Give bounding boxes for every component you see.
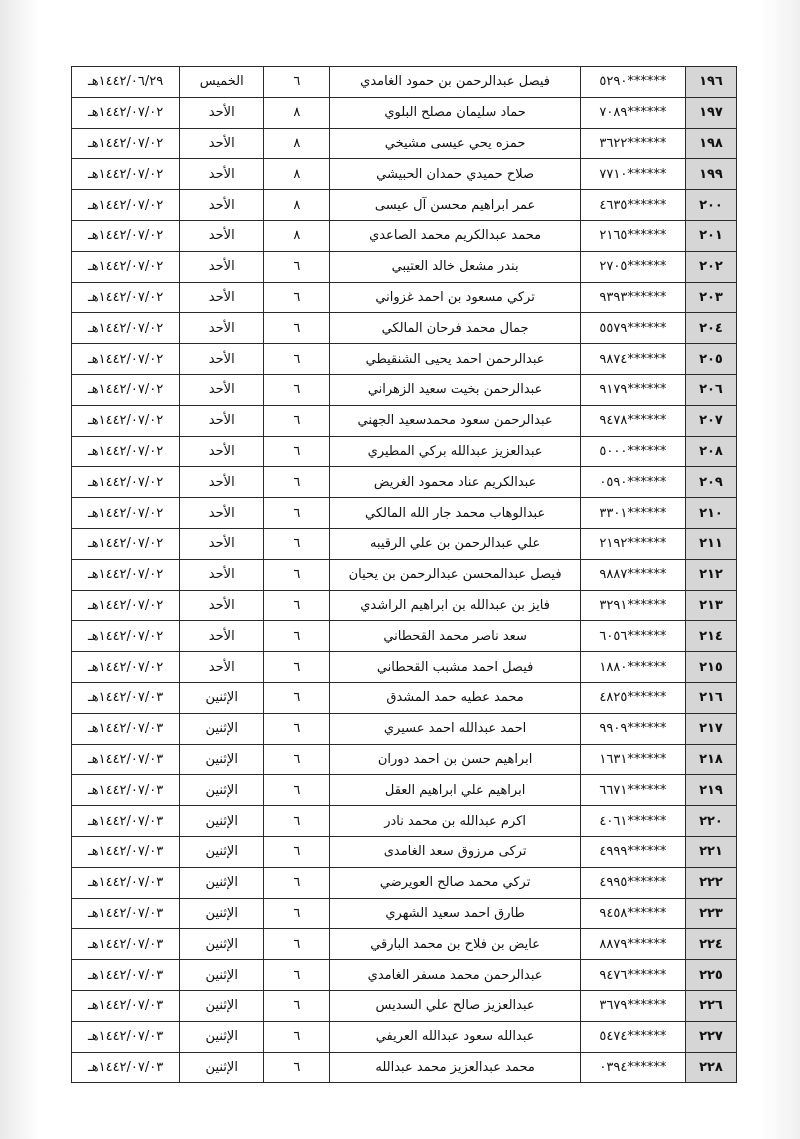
- masked-id-cell: ٥٤٧٤******: [580, 1021, 685, 1052]
- day-name-cell: الإثنين: [180, 960, 264, 991]
- level-cell: ٦: [264, 590, 330, 621]
- level-cell: ٦: [264, 436, 330, 467]
- full-name-cell: جمال محمد فرحان المالكي: [330, 313, 580, 344]
- full-name-cell: محمد عبدالعزيز محمد عبدالله: [330, 1052, 580, 1083]
- masked-id-cell: ٣٣٠١******: [580, 498, 685, 529]
- row-number-cell: ٢٢٧: [685, 1021, 736, 1052]
- day-name-cell: الأحد: [180, 344, 264, 375]
- full-name-cell: تركي مسعود بن احمد غزواني: [330, 282, 580, 313]
- full-name-cell: اكرم عبدالله بن محمد نادر: [330, 806, 580, 837]
- full-name-cell: صلاح حميدي حمدان الحبيشي: [330, 159, 580, 190]
- row-number-cell: ٢١١: [685, 528, 736, 559]
- table-row: [72, 682, 737, 713]
- full-name-cell: حماد سليمان مصلح البلوي: [330, 97, 580, 128]
- full-name-cell: بندر مشعل خالد العتيبي: [330, 251, 580, 282]
- masked-id-cell: ٦٦٧١******: [580, 775, 685, 806]
- day-name-cell: الإثنين: [180, 806, 264, 837]
- level-cell: ٦: [264, 867, 330, 898]
- level-cell: ٨: [264, 97, 330, 128]
- masked-id-cell: ٢١٩٢******: [580, 528, 685, 559]
- row-number-cell: ٢٠١: [685, 220, 736, 251]
- table-row: [72, 67, 737, 98]
- masked-id-cell: ٣٢٩١******: [580, 590, 685, 621]
- masked-id-cell: ٩١٧٩******: [580, 374, 685, 405]
- row-number-cell: ٢٠٨: [685, 436, 736, 467]
- full-name-cell: فيصل عبدالمحسن عبدالرحمن بن يحيان: [330, 559, 580, 590]
- hijri-date-cell: ١٤٤٢/٠٧/٠٣هـ: [72, 744, 180, 775]
- hijri-date-cell: ١٤٤٢/٠٧/٠٣هـ: [72, 682, 180, 713]
- hijri-date-cell: ١٤٤٢/٠٧/٠٢هـ: [72, 374, 180, 405]
- table-row: [72, 282, 737, 313]
- table-row: [72, 1052, 737, 1083]
- day-name-cell: الأحد: [180, 313, 264, 344]
- masked-id-cell: ٢٧٠٥******: [580, 251, 685, 282]
- masked-id-cell: ٣٦٧٩******: [580, 990, 685, 1021]
- hijri-date-cell: ١٤٤٢/٠٧/٠٢هـ: [72, 190, 180, 221]
- level-cell: ٦: [264, 559, 330, 590]
- hijri-date-cell: ١٤٤٢/٠٧/٠٢هـ: [72, 528, 180, 559]
- table-row: [72, 97, 737, 128]
- row-number-cell: ٢٢١: [685, 836, 736, 867]
- day-name-cell: الأحد: [180, 251, 264, 282]
- level-cell: ٦: [264, 990, 330, 1021]
- level-cell: ٦: [264, 1021, 330, 1052]
- level-cell: ٦: [264, 898, 330, 929]
- level-cell: ٦: [264, 405, 330, 436]
- table-row: [72, 528, 737, 559]
- full-name-cell: تركي محمد صالح العويرضي: [330, 867, 580, 898]
- row-number-cell: ٢٠٧: [685, 405, 736, 436]
- masked-id-cell: ٤٠٦١******: [580, 806, 685, 837]
- hijri-date-cell: ١٤٤٢/٠٧/٠٢هـ: [72, 220, 180, 251]
- day-name-cell: الخميس: [180, 67, 264, 98]
- masked-id-cell: ٠٣٩٤******: [580, 1052, 685, 1083]
- hijri-date-cell: ١٤٤٢/٠٧/٠٣هـ: [72, 806, 180, 837]
- level-cell: ٦: [264, 67, 330, 98]
- row-number-cell: ٢١٧: [685, 713, 736, 744]
- level-cell: ٦: [264, 374, 330, 405]
- masked-id-cell: ٢١٦٥******: [580, 220, 685, 251]
- full-name-cell: تركى مرزوق سعد الغامدى: [330, 836, 580, 867]
- row-number-cell: ٢٠٠: [685, 190, 736, 221]
- level-cell: ٦: [264, 775, 330, 806]
- table-row: [72, 713, 737, 744]
- masked-id-cell: ٤٨٢٥******: [580, 682, 685, 713]
- day-name-cell: الأحد: [180, 621, 264, 652]
- masked-id-cell: ٤٦٣٥******: [580, 190, 685, 221]
- full-name-cell: محمد عطيه حمد المشدق: [330, 682, 580, 713]
- level-cell: ٦: [264, 929, 330, 960]
- day-name-cell: الإثنين: [180, 990, 264, 1021]
- full-name-cell: عبدالرحمن احمد يحيى الشنقيطي: [330, 344, 580, 375]
- hijri-date-cell: ١٤٤٢/٠٧/٠٢هـ: [72, 251, 180, 282]
- row-number-cell: ٢٠٤: [685, 313, 736, 344]
- row-number-cell: ٢٢٦: [685, 990, 736, 1021]
- masked-id-cell: ٥٠٠٠******: [580, 436, 685, 467]
- hijri-date-cell: ١٤٤٢/٠٧/٠٣هـ: [72, 898, 180, 929]
- hijri-date-cell: ١٤٤٢/٠٧/٠٢هـ: [72, 621, 180, 652]
- row-number-cell: ١٩٧: [685, 97, 736, 128]
- level-cell: ٦: [264, 744, 330, 775]
- row-number-cell: ٢٠٩: [685, 467, 736, 498]
- table-row: [72, 590, 737, 621]
- level-cell: ٦: [264, 282, 330, 313]
- masked-id-cell: ٩٨٧٤******: [580, 344, 685, 375]
- masked-id-cell: ١٨٨٠******: [580, 652, 685, 683]
- row-number-cell: ٢١٣: [685, 590, 736, 621]
- level-cell: ٦: [264, 652, 330, 683]
- level-cell: ٦: [264, 344, 330, 375]
- day-name-cell: الأحد: [180, 97, 264, 128]
- level-cell: ٦: [264, 1052, 330, 1083]
- hijri-date-cell: ١٤٤٢/٠٧/٠٣هـ: [72, 929, 180, 960]
- full-name-cell: عبدالوهاب محمد جار الله المالكي: [330, 498, 580, 529]
- day-name-cell: الأحد: [180, 282, 264, 313]
- full-name-cell: عبدالرحمن محمد مسفر الغامدي: [330, 960, 580, 991]
- hijri-date-cell: ١٤٤٢/٠٧/٠٢هـ: [72, 467, 180, 498]
- hijri-date-cell: ١٤٤٢/٠٦/٢٩هـ: [72, 67, 180, 98]
- table-row: [72, 806, 737, 837]
- table-row: [72, 251, 737, 282]
- level-cell: ٦: [264, 960, 330, 991]
- masked-id-cell: ٦٠٥٦******: [580, 621, 685, 652]
- full-name-cell: محمد عبدالكريم محمد الصاعدي: [330, 220, 580, 251]
- hijri-date-cell: ١٤٤٢/٠٧/٠٣هـ: [72, 867, 180, 898]
- row-number-cell: ٢٠٢: [685, 251, 736, 282]
- row-number-cell: ٢٢٥: [685, 960, 736, 991]
- day-name-cell: الأحد: [180, 374, 264, 405]
- day-name-cell: الإثنين: [180, 1021, 264, 1052]
- hijri-date-cell: ١٤٤٢/٠٧/٠٣هـ: [72, 990, 180, 1021]
- day-name-cell: الأحد: [180, 159, 264, 190]
- row-number-cell: ١٩٨: [685, 128, 736, 159]
- level-cell: ٨: [264, 220, 330, 251]
- masked-id-cell: ٩٣٩٣******: [580, 282, 685, 313]
- table-row: [72, 898, 737, 929]
- table-row: [72, 559, 737, 590]
- row-number-cell: ٢١٢: [685, 559, 736, 590]
- row-number-cell: ٢١٩: [685, 775, 736, 806]
- day-name-cell: الأحد: [180, 220, 264, 251]
- hijri-date-cell: ١٤٤٢/٠٧/٠٣هـ: [72, 775, 180, 806]
- full-name-cell: ابراهيم علي ابراهيم العقل: [330, 775, 580, 806]
- full-name-cell: فايز بن عبدالله بن ابراهيم الراشدي: [330, 590, 580, 621]
- table-row: [72, 313, 737, 344]
- day-name-cell: الإثنين: [180, 898, 264, 929]
- day-name-cell: الإثنين: [180, 929, 264, 960]
- hijri-date-cell: ١٤٤٢/٠٧/٠٢هـ: [72, 590, 180, 621]
- full-name-cell: فيصل احمد مشبب القحطاني: [330, 652, 580, 683]
- level-cell: ٦: [264, 498, 330, 529]
- row-number-cell: ٢٠٥: [685, 344, 736, 375]
- full-name-cell: حمزه يحي عيسى مشيخي: [330, 128, 580, 159]
- table-row: [72, 1021, 737, 1052]
- day-name-cell: الأحد: [180, 559, 264, 590]
- hijri-date-cell: ١٤٤٢/٠٧/٠٢هـ: [72, 313, 180, 344]
- day-name-cell: الإثنين: [180, 836, 264, 867]
- masked-id-cell: ٠٥٩٠******: [580, 467, 685, 498]
- day-name-cell: الإثنين: [180, 775, 264, 806]
- row-number-cell: ٢٠٦: [685, 374, 736, 405]
- table-row: [72, 652, 737, 683]
- full-name-cell: عبدالعزيز صالح علي السديس: [330, 990, 580, 1021]
- table-row: [72, 867, 737, 898]
- row-number-cell: ٢١٥: [685, 652, 736, 683]
- full-name-cell: طارق احمد سعيد الشهري: [330, 898, 580, 929]
- day-name-cell: الأحد: [180, 498, 264, 529]
- row-number-cell: ١٩٦: [685, 67, 736, 98]
- table-row: [72, 467, 737, 498]
- hijri-date-cell: ١٤٤٢/٠٧/٠٣هـ: [72, 836, 180, 867]
- hijri-date-cell: ١٤٤٢/٠٧/٠٣هـ: [72, 1052, 180, 1083]
- hijri-date-cell: ١٤٤٢/٠٧/٠٢هـ: [72, 128, 180, 159]
- masked-id-cell: ٥٢٩٠******: [580, 67, 685, 98]
- row-number-cell: ٢٢٣: [685, 898, 736, 929]
- masked-id-cell: ٨٨٧٩******: [580, 929, 685, 960]
- day-name-cell: الأحد: [180, 652, 264, 683]
- level-cell: ٦: [264, 682, 330, 713]
- level-cell: ٦: [264, 806, 330, 837]
- hijri-date-cell: ١٤٤٢/٠٧/٠٢هـ: [72, 282, 180, 313]
- level-cell: ٨: [264, 159, 330, 190]
- level-cell: ٦: [264, 836, 330, 867]
- day-name-cell: الأحد: [180, 405, 264, 436]
- table-row: [72, 960, 737, 991]
- row-number-cell: ١٩٩: [685, 159, 736, 190]
- level-cell: ٦: [264, 621, 330, 652]
- row-number-cell: ٢١٦: [685, 682, 736, 713]
- day-name-cell: الأحد: [180, 128, 264, 159]
- day-name-cell: الإثنين: [180, 682, 264, 713]
- table-row: [72, 929, 737, 960]
- row-number-cell: ٢١٠: [685, 498, 736, 529]
- level-cell: ٦: [264, 713, 330, 744]
- row-number-cell: ٢١٤: [685, 621, 736, 652]
- table-row: [72, 128, 737, 159]
- row-number-cell: ٢٢٨: [685, 1052, 736, 1083]
- candidates-table-body: [72, 67, 737, 1083]
- level-cell: ٨: [264, 190, 330, 221]
- full-name-cell: ابراهيم حسن بن احمد دوران: [330, 744, 580, 775]
- hijri-date-cell: ١٤٤٢/٠٧/٠٢هـ: [72, 159, 180, 190]
- level-cell: ٦: [264, 528, 330, 559]
- day-name-cell: الأحد: [180, 190, 264, 221]
- masked-id-cell: ٤٩٩٩******: [580, 836, 685, 867]
- table-row: [72, 990, 737, 1021]
- masked-id-cell: ٩٩٠٩******: [580, 713, 685, 744]
- day-name-cell: الأحد: [180, 590, 264, 621]
- table-row: [72, 220, 737, 251]
- level-cell: ٦: [264, 313, 330, 344]
- table-row: [72, 159, 737, 190]
- hijri-date-cell: ١٤٤٢/٠٧/٠٢هـ: [72, 498, 180, 529]
- full-name-cell: عمر ابراهيم محسن آل عيسى: [330, 190, 580, 221]
- table-row: [72, 374, 737, 405]
- level-cell: ٨: [264, 128, 330, 159]
- full-name-cell: عبدالكريم عناد محمود الغريض: [330, 467, 580, 498]
- day-name-cell: الأحد: [180, 467, 264, 498]
- row-number-cell: ٢١٨: [685, 744, 736, 775]
- table-row: [72, 436, 737, 467]
- hijri-date-cell: ١٤٤٢/٠٧/٠٣هـ: [72, 1021, 180, 1052]
- full-name-cell: عبدالعزيز عبدالله بركي المطيري: [330, 436, 580, 467]
- day-name-cell: الإثنين: [180, 867, 264, 898]
- day-name-cell: الإثنين: [180, 744, 264, 775]
- masked-id-cell: ٩٤٧٦******: [580, 960, 685, 991]
- row-number-cell: ٢٢٠: [685, 806, 736, 837]
- table-row: [72, 621, 737, 652]
- row-number-cell: ٢٢٢: [685, 867, 736, 898]
- masked-id-cell: ٧٧١٠******: [580, 159, 685, 190]
- table-row: [72, 190, 737, 221]
- day-name-cell: الإثنين: [180, 713, 264, 744]
- row-number-cell: ٢٠٣: [685, 282, 736, 313]
- level-cell: ٦: [264, 251, 330, 282]
- hijri-date-cell: ١٤٤٢/٠٧/٠٢هـ: [72, 405, 180, 436]
- full-name-cell: فيصل عبدالرحمن بن حمود الغامدي: [330, 67, 580, 98]
- table-row: [72, 498, 737, 529]
- hijri-date-cell: ١٤٤٢/٠٧/٠٢هـ: [72, 652, 180, 683]
- row-number-cell: ٢٢٤: [685, 929, 736, 960]
- full-name-cell: احمد عبدالله احمد عسيري: [330, 713, 580, 744]
- masked-id-cell: ٥٥٧٩******: [580, 313, 685, 344]
- masked-id-cell: ٩٨٨٧******: [580, 559, 685, 590]
- table-row: [72, 836, 737, 867]
- hijri-date-cell: ١٤٤٢/٠٧/٠٢هـ: [72, 436, 180, 467]
- candidates-table: [71, 66, 737, 1083]
- table-row: [72, 405, 737, 436]
- masked-id-cell: ١٦٣١******: [580, 744, 685, 775]
- table-row: [72, 775, 737, 806]
- day-name-cell: الأحد: [180, 528, 264, 559]
- table-row: [72, 744, 737, 775]
- full-name-cell: عبدالرحمن بخيت سعيد الزهراني: [330, 374, 580, 405]
- full-name-cell: عبدالله سعود عبدالله العريفي: [330, 1021, 580, 1052]
- full-name-cell: علي عبدالرحمن بن علي الرقيبه: [330, 528, 580, 559]
- hijri-date-cell: ١٤٤٢/٠٧/٠٢هـ: [72, 344, 180, 375]
- full-name-cell: سعد ناصر محمد القحطاني: [330, 621, 580, 652]
- full-name-cell: عبدالرحمن سعود محمدسعيد الجهني: [330, 405, 580, 436]
- masked-id-cell: ٩٤٥٨******: [580, 898, 685, 929]
- hijri-date-cell: ١٤٤٢/٠٧/٠٢هـ: [72, 97, 180, 128]
- hijri-date-cell: ١٤٤٢/٠٧/٠٢هـ: [72, 559, 180, 590]
- masked-id-cell: ٩٤٧٨******: [580, 405, 685, 436]
- table-row: [72, 344, 737, 375]
- level-cell: ٦: [264, 467, 330, 498]
- day-name-cell: الإثنين: [180, 1052, 264, 1083]
- hijri-date-cell: ١٤٤٢/٠٧/٠٣هـ: [72, 960, 180, 991]
- masked-id-cell: ٤٩٩٥******: [580, 867, 685, 898]
- hijri-date-cell: ١٤٤٢/٠٧/٠٣هـ: [72, 713, 180, 744]
- day-name-cell: الأحد: [180, 436, 264, 467]
- masked-id-cell: ٧٠٨٩******: [580, 97, 685, 128]
- full-name-cell: عايض بن فلاح بن محمد البارقي: [330, 929, 580, 960]
- masked-id-cell: ٣٦٢٢******: [580, 128, 685, 159]
